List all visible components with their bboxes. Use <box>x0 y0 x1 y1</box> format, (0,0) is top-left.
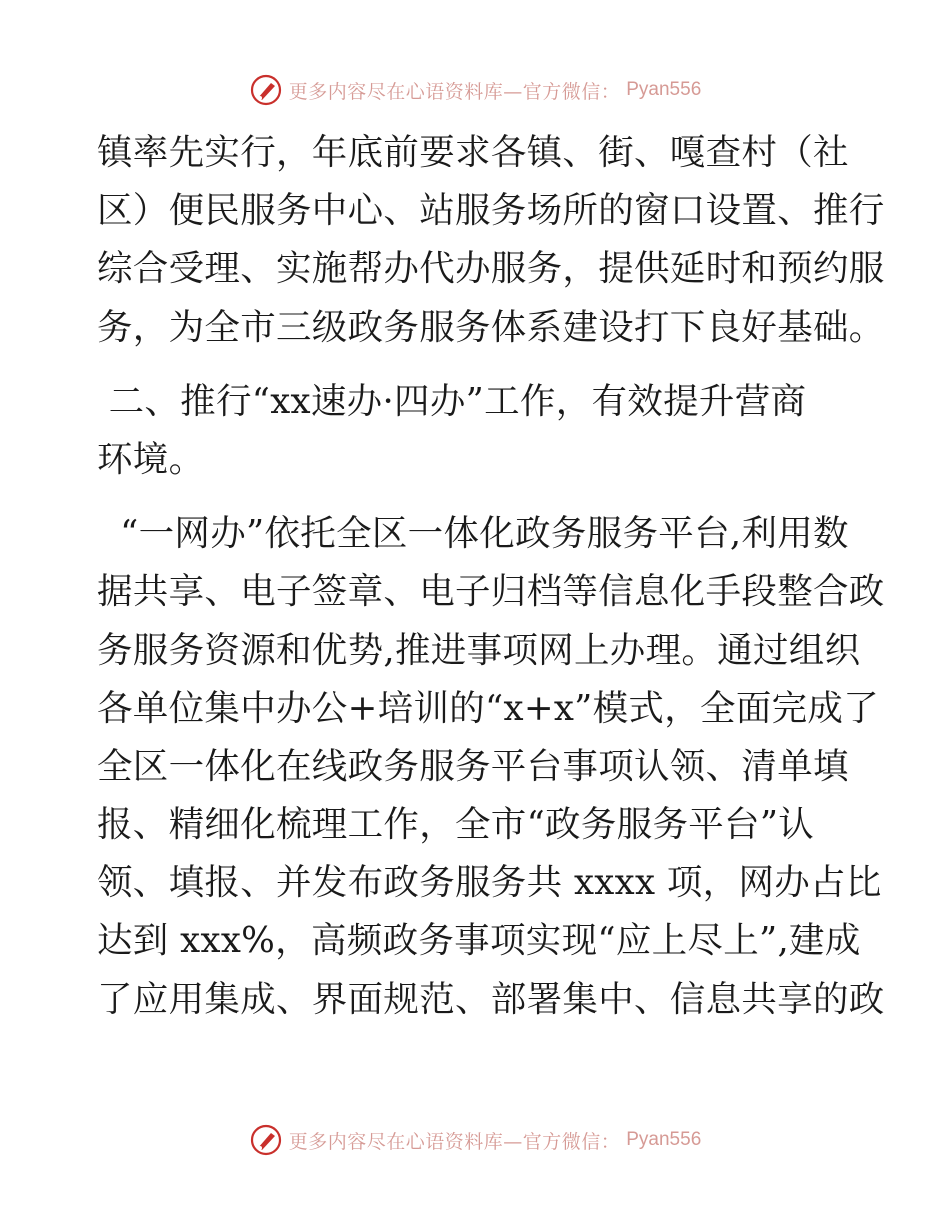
pen-logo-icon <box>249 73 283 107</box>
text-line: 环境。 <box>97 438 205 480</box>
header-watermark <box>0 70 950 110</box>
footer-watermark <box>0 1120 950 1160</box>
text-line: 报、精细化梳理工作，全市“政务服务平台”认 <box>97 804 815 846</box>
watermark-brand: Pyan556 <box>626 79 702 100</box>
document-body <box>97 124 885 1029</box>
text-line: 二、推行“xx速办·四办”工作，有效提升营商 <box>97 380 807 422</box>
text-line: 各单位集中办公+培训的“x+x”模式，全面完成了 <box>97 687 880 729</box>
watermark-group <box>249 73 702 107</box>
paragraph-continuation <box>97 124 885 357</box>
text-line: 达到 xxx%，高频政务事项实现“应上尽上”,建成 <box>97 920 861 962</box>
text-line: 区）便民服务中心、站服务场所的窗口设置、推行 <box>97 190 885 232</box>
text-line: 领、填报、并发布政务服务共 xxxx 项，网办占比 <box>97 862 882 904</box>
section-heading <box>97 373 857 489</box>
paragraph-one-network <box>97 505 885 1029</box>
watermark-text: 更多内容尽在心语资料库—官方微信： <box>288 80 621 103</box>
pen-logo-icon <box>249 1123 283 1157</box>
watermark-text: 更多内容尽在心语资料库—官方微信： <box>288 1130 621 1153</box>
text-line: 务，为全市三级政务服务体系建设打下良好基础。 <box>97 306 885 348</box>
text-line: 全区一体化在线政务服务平台事项认领、清单填 <box>97 745 849 787</box>
watermark-brand: Pyan556 <box>626 1129 702 1150</box>
text-line: 综合受理、实施帮办代办服务，提供延时和预约服 <box>97 248 885 290</box>
watermark-group <box>249 1123 702 1157</box>
text-line: 据共享、电子签章、电子归档等信息化手段整合政 <box>97 571 885 613</box>
text-line: “一网办”依托全区一体化政务服务平台,利用数 <box>97 513 849 555</box>
text-line: 务服务资源和优势,推进事项网上办理。通过组织 <box>97 629 861 671</box>
text-line: 了应用集成、界面规范、部署集中、信息共享的政 <box>97 978 885 1020</box>
text-line: 镇率先实行，年底前要求各镇、街、嘎查村（社 <box>97 132 849 173</box>
